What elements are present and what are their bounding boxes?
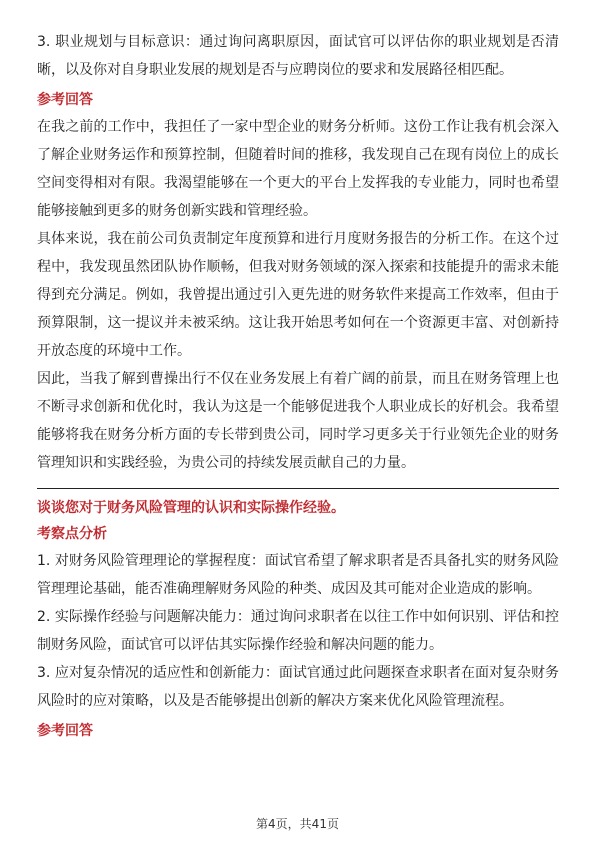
question-title: 谈谈您对于财务风险管理的认识和实际操作经验。: [37, 500, 345, 516]
analysis-point-3: 3. 职业规划与目标意识：通过询问离职原因，面试官可以评估你的职业规划是否清晰，以及你对自身职业发展的规划是否与应聘岗位的要求和发展路径相匹配。: [37, 34, 559, 78]
page-footer: 第4页，共41页: [256, 817, 339, 831]
answer-paragraph-2: 具体来说，我在前公司负责制定年度预算和进行月度财务报告的分析工作。在这个过程中，我发现虽然团队协作顺畅，但我对财务领域的深入探索和技能提升的需求未能得到充分满足。例如，我曾提出通过引入更先进的财务软件来提高工作效率，但由于预算限制，这一提议并未被采纳。这让我开始思考如何在一个资源更丰富、对创新持开放态度的环境中工作。: [37, 231, 559, 359]
analysis-point-3: 3. 应对复杂情况的适应性和创新能力：面试官通过此问题探查求职者在面对复杂财务风险时的应对策略，以及是否能够提出创新的解决方案来优化风险管理流程。: [37, 665, 559, 709]
reference-answer-heading: 参考回答: [37, 723, 93, 739]
document-page: [37, 28, 559, 744]
section-divider: [37, 488, 559, 489]
analysis-point-2: 2. 实际操作经验与问题解决能力：通过询问求职者在以往工作中如何识别、评估和控制财务风险，面试官可以评估其实际操作经验和解决问题的能力。: [37, 609, 559, 653]
reference-answer-heading: 参考回答: [37, 92, 93, 108]
analysis-point-1: 1. 对财务风险管理理论的掌握程度：面试官希望了解求职者是否具备扎实的财务风险管理理论基础，能否准确理解财务风险的种类、成因及其可能对企业造成的影响。: [37, 553, 559, 597]
previous-question-section: [37, 28, 559, 477]
answer-paragraph-1: 在我之前的工作中，我担任了一家中型企业的财务分析师。这份工作让我有机会深入了解企业财务运作和预算控制，但随着时间的推移，我发现自己在现有岗位上的成长空间变得相对有限。我渴望能够在一个更大的平台上发挥我的专业能力，同时也希望能够接触到更多的财务创新实践和管理经验。: [37, 119, 559, 219]
answer-paragraph-3: 因此，当我了解到曹操出行不仅在业务发展上有着广阔的前景，而且在财务管理上也不断寻求创新和优化时，我认为这是一个能够促进我个人职业成长的好机会。我希望能够将我在财务分析方面的专长带到贵公司，同时学习更多关于行业领先企业的财务管理知识和实践经验，为贵公司的持续发展贡献自己的力量。: [37, 371, 559, 471]
analysis-heading: 考察点分析: [37, 526, 107, 542]
next-question-section: [37, 495, 559, 744]
